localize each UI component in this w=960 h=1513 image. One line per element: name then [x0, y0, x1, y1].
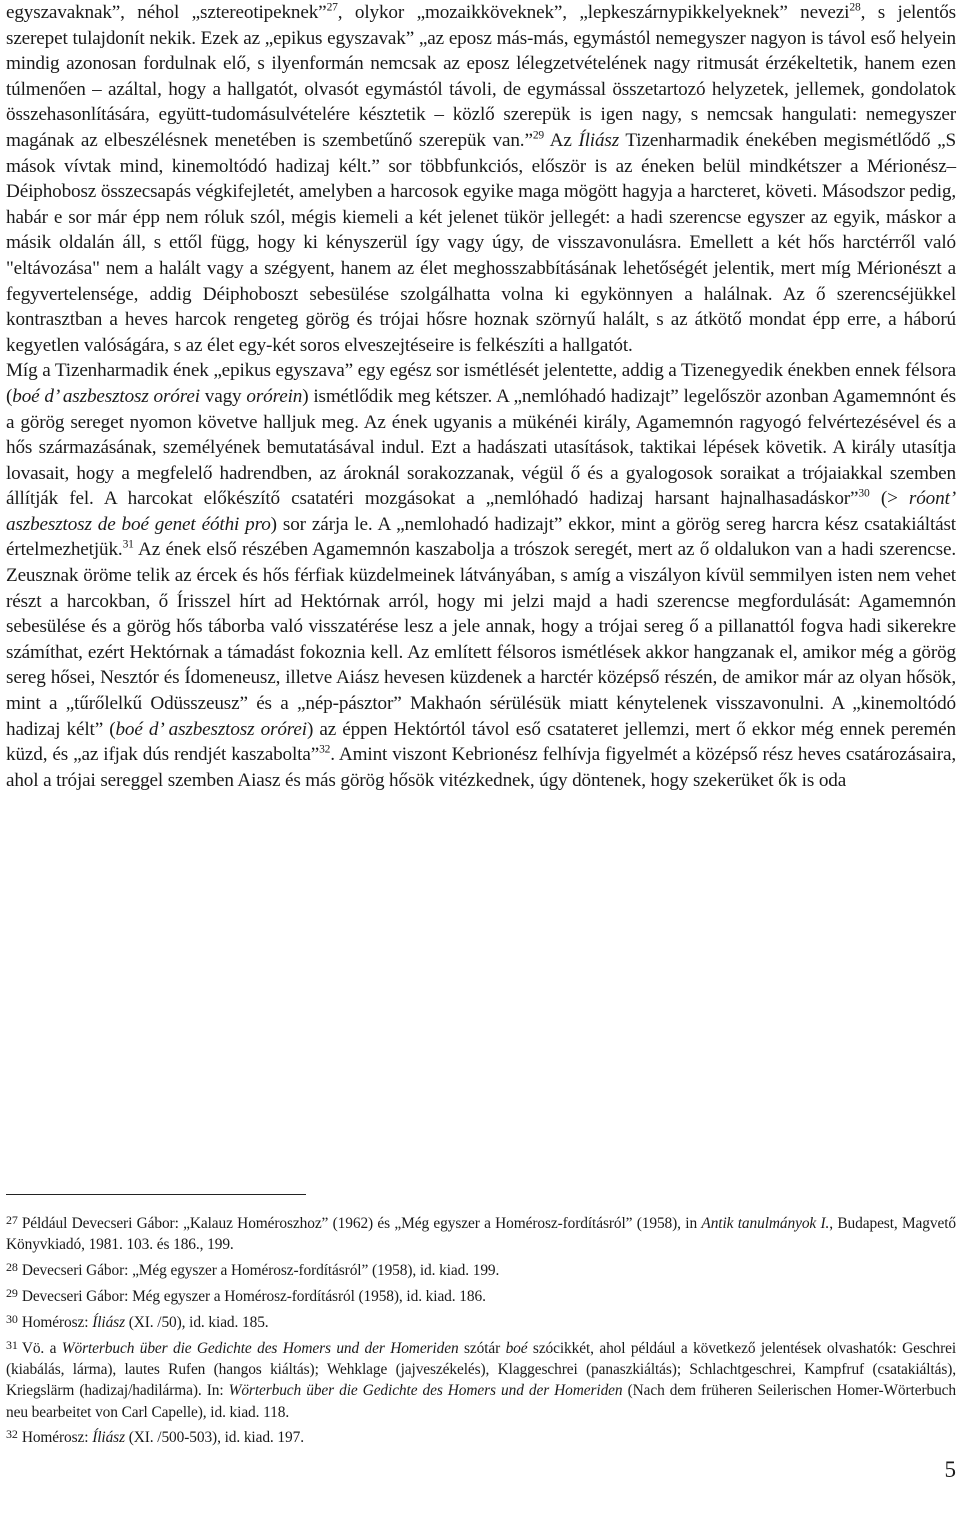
- text-run: szócikkét, ahol például a következő jelentések olvashatók: Geschrei (kiabálás, lárma), lautes Rufen (hangos kiáltás); Wehklage (jajveszékelés), Klaggeschrei (panaszkiáltás); Schlachtgeschrei, Kampfruf (csatakiáltás), Kriegslärm (hadizaj/hadilárma). In:: [6, 1340, 957, 1400]
- footnote-separator: [6, 1194, 306, 1195]
- italic-text: boé: [505, 1340, 528, 1358]
- text-run: ) az éppen Hektórtól távol eső csatateret jellemzi, mert ő ekkor még ennek peremén küzd, és „az ifjak dús rendjét kaszabolta”: [6, 718, 956, 766]
- text-run: szótár: [458, 1340, 506, 1358]
- italic-text: Wörterbuch über die Gedichte des Homers und der Homeriden: [61, 1340, 459, 1358]
- paragraph-1: [6, 0, 956, 358]
- footnote-ref: 32: [319, 743, 331, 756]
- text-run: (>: [869, 488, 909, 510]
- text-run: , Budapest, Magvető Könyvkiadó, 1981. 103. és 186., 199.: [6, 1215, 956, 1254]
- text-run: ) sor zárja le. A „nemlohadó hadizajt” ekkor, mint a görög sereg harcra kész csatakiáltást értelmezhetjük.: [6, 513, 956, 561]
- page-number: 5: [944, 1457, 956, 1482]
- italic-text: róont’ aszbesztosz de boé genet éóthi pro: [6, 488, 956, 535]
- footnote-ref: 29: [532, 129, 545, 142]
- text-run: (XI. /50), id. kiad. 185.: [124, 1314, 269, 1332]
- text-run: , s jelentős szerepet tulajdonít nekik. Ezek az „epikus egyszavak” „az eposz más-más, egymástól nemegyszer nagyon is távol eső helyein mindig azonosan fordulnak elő, s ilyenformán nemcsak az eposz lélegzetvételének nagy ritmusát érzékeltetik, hanem ezen túlmenően – azáltal, hogy a hallgatót, olvasót egymástól távoli, de egymással összetartozó helyzetek, jellemek, gondolatok összehasonlítására, együtt-tudomásulvételére késztetik – közlő szerepük is igen nagy, s nemcsak hangulati: nemegyszer magának az elbeszélésnek menetében is szembetűnő szerepük van.”: [6, 2, 956, 151]
- footnote-31: [6, 1335, 956, 1423]
- body-text: [6, 0, 956, 793]
- text-run: Vö. a: [21, 1340, 62, 1358]
- text-run: Míg a Tizenharmadik ének „epikus egyszava” egy egész sor ismétlését jelentette, addig a Tizenegyedik énekben ennek félsora (: [6, 360, 956, 407]
- text-run: Az ének első részében Agamemnón kaszabolja a trószok seregét, mert az ő oldalukon van a hadi szerencse. Zeusznak öröme telik az ércek és hős férfiak küzdelmeinek látványában, s amíg a viszályon kívül semmilyen isten nem vehet részt a harcokban, ő Írisszel hírt ad Hektórnak arról, hogy mi jelzi majd a hadi szerencse megfordulását: Agamemnón sebesülése és a görög hős táborba való visszatérése lesz a jele annak, hogy a trójai sereg ő a pillanattól fogva hadi sikerekre számíthat, ezért Hektórnak a támadást fokoznia kell. Az említett félsoros ismétlések akkor hangzanak el, amikor még a görög sereg hősei, Nesztór és Ídomeneusz, illetve Aiász hevesen küzdenek a harctér középső részén, de amikor már az olyan hősök, mint a „tűrőlelkű Odüsszeusz” és a „nép-pásztor” Makhaón sérülésük miatt kénytelenek visszavonulni. A „kinemoltódó hadizaj kélt” (: [6, 539, 956, 740]
- text-run: Tizenharmadik énekében megismétlődő „S mások vívtak mind, kinemoltódó hadizaj kélt.” sor többfunkciós, először is az éneken belül mindkétszer a Mérionész–Déiphobosz összecsapás végkifejletét, amelyben a harcosok egyike maga mögött hagyja a harcteret, követi. Másodszor pedig, habár e sor már épp nem róluk szól, mégis kiemeli a két jelenet tükör jellegét: a hadi szerencse egyszer az egyik, máskor a másik oldalán áll, s ettől függ, hogy ki kényszerül így vagy úgy, de visszavonulásra. Emellett a két hős harctérről való "eltávozása" nem a halált vagy a szégyent, hanem az élet meghosszabbításának lehetőségét jelentik, mert míg Mérionészt a fegyvertelensége, addig Déiphoboszt sebesülése szolgálhatta volna ki egykönnyen a halálnak. Az ő szerencséjükkel kontrasztban a heves harcok rengeteg görög és trójai hősre hoznak szörnyű halált, s az átkötő mondat épp erre, a háború kegyetlen valóságára, s az élet egy-két soros elveszejtéseire is felkészíti a hallgatót.: [6, 129, 956, 356]
- text-run: Az: [544, 129, 579, 151]
- text-run: Például Devecseri Gábor: „Kalauz Homéroszhoz” (1962) és „Még egyszer a Homérosz-fordításról” (1958), in: [21, 1215, 702, 1233]
- text-run: egyszavaknak”, néhol „sztereotipeknek”: [6, 2, 327, 23]
- footnote-29: [6, 1283, 956, 1307]
- footnote-ref: 28: [849, 1, 861, 14]
- footnote-32: [6, 1424, 956, 1448]
- text-run: (Nach dem früheren Seilerischen Homer-Wörterbuch neu bearbeitet von Carl Capelle), id. kiad. 118.: [6, 1382, 956, 1421]
- footnote-30: [6, 1309, 956, 1333]
- footnote-number: 32: [6, 1427, 18, 1442]
- footnote-ref: 27: [326, 1, 338, 14]
- italic-text: boé d’ aszbesztosz orórei: [115, 718, 307, 740]
- text-run: Homérosz:: [21, 1429, 93, 1447]
- italic-text: orórein: [246, 385, 303, 407]
- text-run: . Amint viszont Kebrionész felhívja figyelmét a középső rész heves csatározásaira, ahol a trójai sereggel szemben Aiasz és más görög hősök vitézkednek, úgy döntenek, hogy szekerüket ők is oda: [6, 744, 956, 791]
- italic-text: Wörterbuch über die Gedichte des Homers und der Homeriden: [228, 1382, 623, 1400]
- footnotes: [6, 1210, 956, 1450]
- footnote-number: 29: [6, 1286, 18, 1301]
- paragraph-2: [6, 358, 956, 793]
- italic-text: Íliász: [578, 129, 620, 151]
- footnote-number: 28: [6, 1260, 18, 1275]
- text-run: Devecseri Gábor: Még egyszer a Homérosz-fordításról (1958), id. kiad. 186.: [21, 1288, 486, 1306]
- footnote-number: 30: [6, 1311, 18, 1326]
- text-run: (XI. /500-503), id. kiad. 197.: [124, 1429, 304, 1447]
- italic-text: Antik tanulmányok I.: [701, 1215, 830, 1233]
- footnote-ref: 30: [858, 487, 870, 500]
- footnote-27: [6, 1210, 956, 1256]
- text-run: vagy: [199, 385, 247, 407]
- italic-text: Íliász: [92, 1429, 125, 1447]
- text-run: ) ismétlődik meg kétszer. A „nemlóhadó hadizajt” legelőször azonban Agamemnónt és a görög sereget nyomon követve halljuk meg. Az ének ugyanis a mükénéi király, Agamemnón ragyogó felvértezésével és a hős származásának, személyének bemutatásával indul. Ezt a hadászati utasítások, taktikai lépések követik. A király utasítja lovasait, hogy a megfelelő hadrendben, az ároknál sorakozzanak, végül ő és a gyalogosok soraikat a trójaiakkal szemben állítják fel. A harcokat előkészítő csatatéri mozgásokat a „nemlóhadó hadizaj harsant hajnalhasadáskor”: [6, 385, 956, 510]
- footnote-number: 27: [6, 1213, 18, 1227]
- text-run: Homérosz:: [21, 1314, 93, 1332]
- text-run: Devecseri Gábor: „Még egyszer a Homérosz-fordításról” (1958), id. kiad. 199.: [21, 1262, 500, 1280]
- italic-text: Íliász: [92, 1314, 125, 1332]
- footnote-ref: 31: [122, 539, 134, 552]
- footnote-number: 31: [6, 1337, 18, 1352]
- footnote-28: [6, 1257, 956, 1281]
- italic-text: boé d’ aszbesztosz orórei: [12, 385, 200, 407]
- text-run: , olykor „mozaikköveknek”, „lepkeszárnypikkelyeknek” nevezi: [337, 2, 850, 23]
